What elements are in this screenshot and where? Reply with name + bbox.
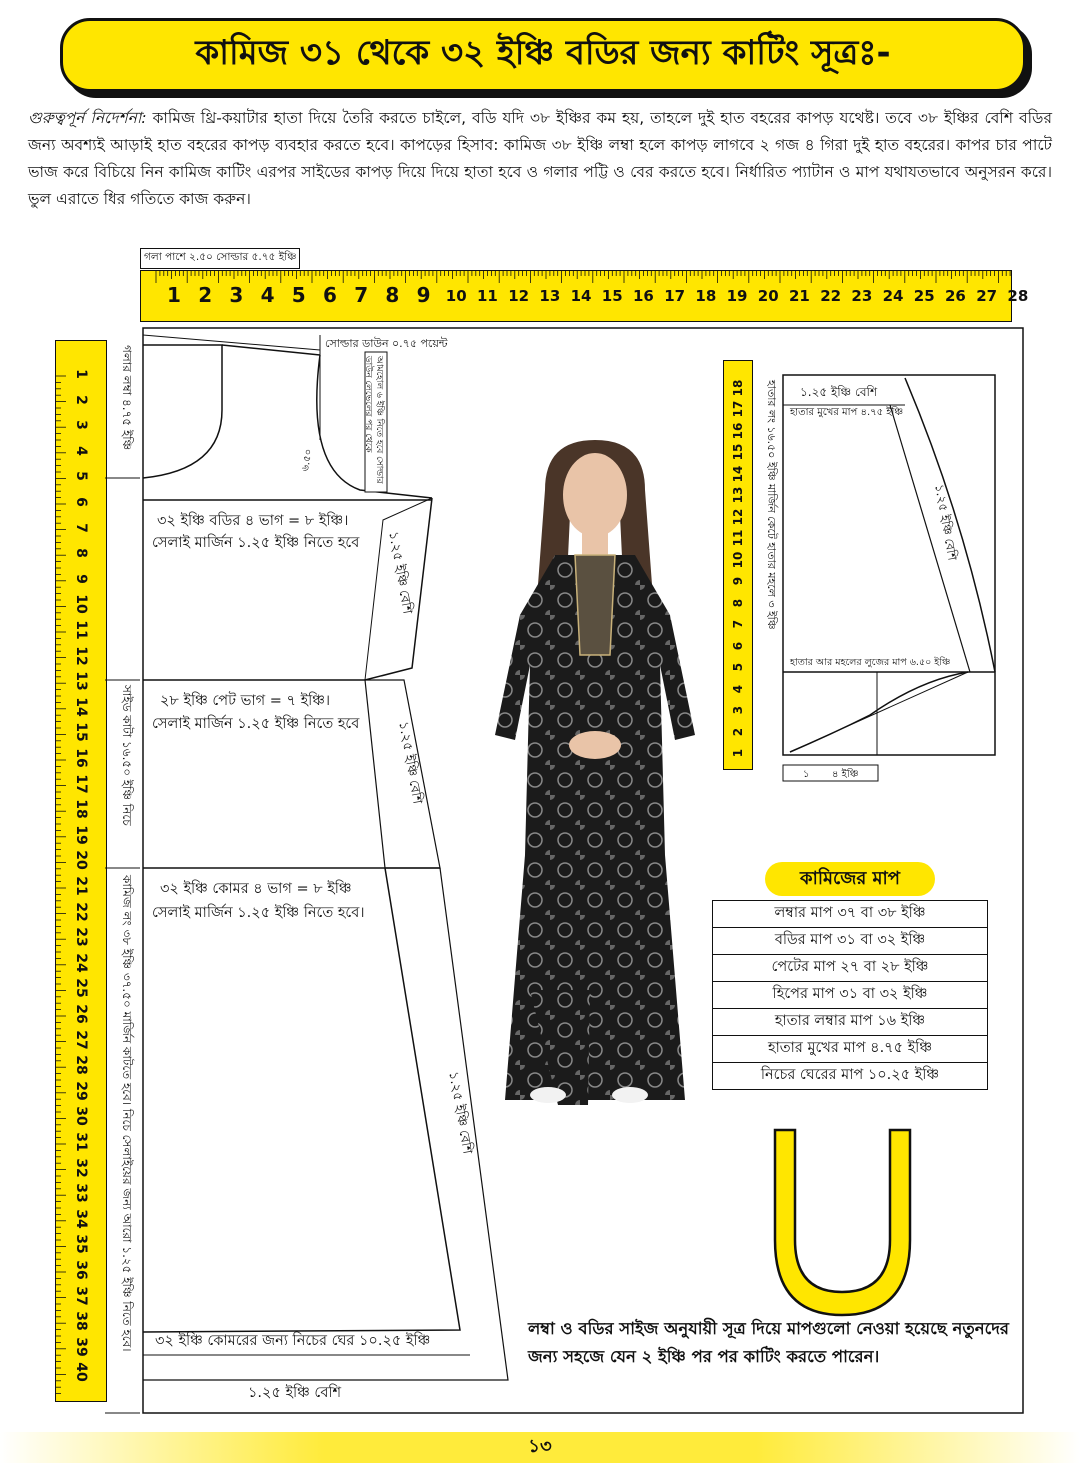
tape-left-number: 35: [73, 1234, 89, 1255]
tape-left-number: 14: [73, 697, 89, 717]
tape-top-number: 9: [416, 283, 431, 307]
tape-left-number: 20: [73, 850, 89, 871]
tape-left-number: 1: [73, 369, 89, 379]
sleeve-mohol-label: হাতার আর মহলের লুজের মাপ ৬.৫০ ইঞ্চি: [790, 657, 951, 668]
waist-side-label: সাইড কাটা ১৬.৫০ ইঞ্চি নিচে: [120, 685, 134, 826]
tape-top-number: 12: [508, 287, 530, 305]
sleeve-cuff-label: হাতার মুখের মাপ ৪.৭৫ ইঞ্চি: [790, 407, 904, 418]
sleeve-bottom-box: [783, 765, 878, 781]
tape-top-number: 25: [913, 287, 935, 305]
measurement-cell: হাতার লম্বার মাপ ১৬ ইঞ্চি: [713, 1009, 988, 1036]
sleeve-tape-number: 11: [731, 529, 745, 547]
tape-left-number: 2: [73, 394, 89, 405]
measurement-row: [713, 982, 988, 1009]
measurement-row: [713, 928, 988, 955]
tape-left-number: 33: [73, 1183, 89, 1203]
measurement-cell: বডির মাপ ৩১ বা ৩২ ইঞ্চি: [713, 928, 988, 955]
sleeve-tape-number: 6: [731, 641, 745, 650]
tape-top-number: 26: [945, 287, 966, 305]
tape-left-number: 12: [73, 645, 89, 666]
sleeve-tape-number: 9: [731, 576, 745, 586]
tape-left-number: 39: [73, 1337, 89, 1357]
tape-top-number: 18: [695, 287, 717, 305]
measurement-row: [713, 1036, 988, 1063]
sleeve-tape-number: 7: [731, 619, 745, 629]
sleeve-tape-number: 14: [731, 465, 745, 482]
tape-left-number: 7: [73, 522, 89, 533]
sleeve-bottom-one: ১: [803, 769, 810, 780]
instructions-lead: গুরুত্বপূর্ন নিদের্শনা:: [28, 109, 147, 127]
tape-left-number: 22: [73, 901, 89, 922]
tape-top-number: 14: [570, 287, 592, 305]
chest-line-2: সেলাই মার্জিন ১.২৫ ইঞ্চি নিতে হবে: [152, 535, 360, 551]
tape-top-number: 3: [229, 283, 244, 307]
tape-left-number: 17: [73, 773, 89, 794]
length-side-label: কামিজ লং ৩৮ ইঞ্চি ৩৭.৫০ মার্জিন কাটতে হবে। নিচে সেলাইয়ের জন্য আরো ১.২৫ ইঞ্চি নিতে হবে।: [120, 875, 134, 1352]
hip-line-2: সেলাই মার্জিন ১.২৫ ইঞ্চি নিতে হবে।: [152, 905, 365, 921]
sleeve-tape-number: 10: [731, 551, 745, 568]
instructions-body: কামিজ থ্রি-কয়াটার হাতা দিয়ে তৈরি করতে চাইলে, বডি যদি ৩৮ ইঞ্চির কম হয়, তাহলে দুই হাত বহরের কাপড় যথেষ্ট। তবে ৩৮ ইঞ্চির বেশি বডির জন্য অবশ্যই আড়াই হাত বহরের কাপড় ব্যবহার করতে হবে। কাপড়ের হিসাব: কামিজ ৩৮ ইঞ্চি লম্বা হলে কাপড় লাগবে ২ গজ ৪ গিরা দুই হাত বহরের। কাপর চার পাটে ভাজ করে বিচিয়ে নিন কামিজ কাটিং এরপর সাইডের কাপড় দিয়ে দিয়ে হাতা হবে ও গলার পট্টি ও বের করতে হবে। নির্ধারিত প্যাটান ও মাপ যথাযতভাবে অনুসরন করে। ভুল এরাতে ধির গতিতে কাজ করুন।: [28, 109, 1052, 208]
sleeve-cap-guide: [790, 672, 968, 752]
sleeve-inner-edge: [890, 405, 970, 672]
tape-top-number: 2: [198, 283, 213, 307]
tape-left-number: 15: [73, 722, 89, 743]
tape-left-number: 4: [73, 445, 89, 456]
bottom-note: লম্বা ও বডির সাইজ অনুযায়ী সূত্র দিয়ে মাপগুলো নেওয়া হয়েছে নতুনদের জন্য সহজে যেন ২ ইঞ্চি পর পর কাটিং করতে পারেন।: [528, 1319, 1009, 1366]
shoulder-line: [222, 345, 320, 355]
tape-top-number: 21: [789, 287, 810, 305]
tape-top-number: 28: [1007, 287, 1029, 305]
page-title: কামিজ ৩১ থেকে ৩২ ইঞ্চি বডির জন্য কাটিং সূত্রঃ-: [195, 32, 891, 73]
sleeve-tape-number: 15: [731, 443, 745, 461]
measurement-cell: হাতার মুখের মাপ ৪.৭৫ ইঞ্চি: [713, 1036, 988, 1063]
shoulder-guide: [143, 335, 320, 350]
tape-left-number: 9: [73, 573, 89, 584]
measurement-cell: পেটের মাপ ২৭ বা ২৮ ইঞ্চি: [713, 955, 988, 982]
model-kameez-photo: [460, 435, 730, 1110]
sleeve-tape-number: 5: [731, 662, 745, 672]
tape-top-number: 22: [820, 287, 842, 305]
tape-left-number: 31: [73, 1132, 89, 1152]
tape-top-number: 5: [291, 283, 306, 307]
tape-left-number: 6: [73, 497, 89, 507]
tape-top-number: 13: [539, 287, 561, 305]
tape-left-number: 27: [73, 1029, 89, 1050]
tape-left-number: 26: [73, 1004, 89, 1024]
bottom-extra-label: ১.২৫ ইঞ্চি বেশি: [248, 1385, 342, 1401]
sleeve-tape-number: 8: [731, 598, 745, 607]
measurement-cell: লম্বার মাপ ৩৭ বা ৩৮ ইঞ্চি: [713, 901, 988, 928]
tape-left-number: 34: [73, 1209, 89, 1229]
measurement-cell: হিপের মাপ ৩১ বা ৩২ ইঞ্চি: [713, 982, 988, 1009]
sleeve-tape-number: 13: [731, 486, 745, 504]
tape-top-number: 10: [445, 287, 467, 305]
tape-left-number: 25: [73, 978, 89, 999]
tape-top-number: 6: [323, 283, 337, 307]
chest-line-1: ৩২ ইঞ্চি বডির ৪ ভাগ = ৮ ইঞ্চি।: [157, 513, 349, 529]
tape-left-number: 32: [73, 1157, 89, 1178]
tape-left-number: 18: [73, 799, 89, 819]
tape-top-number: 7: [354, 283, 369, 307]
tape-left-number: 19: [73, 825, 89, 845]
measurements-title: কামিজের মাপ: [765, 862, 935, 896]
sleeve-extra-side: ১.২৫ ইঞ্চি বেশি: [932, 483, 960, 562]
extra-2-label: ১.২৫ ইঞ্চি বেশি: [395, 720, 425, 806]
tape-left-number: 11: [73, 620, 89, 640]
tape-left-number: 16: [73, 748, 89, 768]
tape-left-number: 24: [73, 953, 89, 973]
tape-left-number: 23: [73, 927, 89, 947]
tape-left-number: 8: [73, 548, 89, 559]
sleeve-tape-number: 3: [731, 705, 745, 715]
neck-band-u-shape: [775, 1130, 910, 1315]
waist-line-1: ২৮ ইঞ্চি পেট ভাগ = ৭ ইঞ্চি।: [160, 693, 331, 709]
sleeve-extra-top: ১.২৫ ইঞ্চি বেশি: [800, 385, 878, 399]
tape-left-number: 37: [73, 1285, 89, 1306]
sleeve-frame: [783, 375, 995, 755]
tape-left-number: 5: [73, 471, 89, 482]
tape-top-number: 15: [601, 287, 623, 305]
tape-left-number: 30: [73, 1106, 89, 1127]
tape-left-number: 28: [73, 1055, 89, 1075]
lower-seam: [143, 868, 460, 1332]
extra-1-label: ১.২৫ ইঞ্চি বেশি: [385, 530, 415, 616]
measurement-row: [713, 1009, 988, 1036]
tape-top-number: 16: [633, 287, 654, 305]
sleeve-tape-number: 18: [731, 379, 745, 396]
armhole-curve-label: ৬.৫০: [299, 448, 315, 473]
sleeve-tape-number: 16: [731, 422, 745, 439]
hip-line-1: ৩২ ইঞ্চি কোমর ৪ ভাগ = ৮ ইঞ্চি: [160, 881, 352, 897]
tape-top-label: গলা পাশে ২.৫০ সোল্ডার ৫.৭৫ ইঞ্চি: [140, 248, 300, 269]
tape-top-number: 27: [976, 287, 998, 305]
sleeve-side-label: হাতার লং ১৬.৫০ ইঞ্চি মার্জিন কেটে হাতার মহলে ৩ ইঞ্চি: [765, 380, 778, 630]
hem-line-label: ৩২ ইঞ্চি কোমরের জন্য নিচের ঘের ১০.২৫ ইঞ্চি: [155, 1333, 431, 1349]
tape-left-number: 3: [73, 420, 89, 431]
extra-3-label: ১.২৫ ইঞ্চি বেশি: [445, 1070, 475, 1156]
tape-top-number: 19: [726, 287, 748, 305]
sleeve-tape-number: 17: [731, 400, 745, 418]
measurements-table: [712, 900, 988, 1090]
neck-depth-label: গলার লম্বা ৪.৭৫ ইঞ্চি: [120, 345, 134, 451]
tape-top-number: 20: [757, 287, 779, 305]
tape-top-number: 4: [260, 283, 275, 307]
tape-left-number: 13: [73, 671, 89, 691]
tape-top-number: 8: [385, 283, 400, 307]
sleeve-bottom-four: ৪ ইঞ্চি: [832, 769, 859, 780]
tape-left-number: 29: [73, 1081, 89, 1101]
sleeve-tape-number: 1: [731, 748, 745, 758]
armhole-note: আমহোল ৬ ইঞ্চি নিতে হবে সোল্ডার ডাউন লেভেলের পর থেকে: [363, 356, 384, 484]
sleeve-tape-number: 4: [731, 684, 745, 693]
tape-top-number: 23: [851, 287, 873, 305]
tape-top-number: 24: [882, 287, 904, 305]
sleeve-tape-number: 12: [731, 508, 745, 525]
tape-left-number: 36: [73, 1260, 89, 1280]
tape-left-number: 40: [73, 1362, 89, 1383]
tape-top-number: 11: [477, 287, 498, 305]
tape-top-number: 1: [167, 283, 181, 307]
measurement-cell: নিচের ঘেরের মাপ ১০.২৫ ইঞ্চি: [713, 1063, 988, 1090]
tape-top-number: 17: [664, 287, 686, 305]
page-number: ১৩: [528, 1436, 552, 1457]
tape-left-number: 38: [73, 1311, 89, 1331]
tape-left-number: 10: [73, 594, 89, 615]
tape-left-number: 21: [73, 876, 89, 896]
neck-curve: [143, 345, 222, 478]
waist-line-2: সেলাই মার্জিন ১.২৫ ইঞ্চি নিতে হবে: [152, 716, 360, 732]
measurement-row: [713, 955, 988, 982]
sleeve-tape-number: 2: [731, 727, 745, 736]
measurement-row: [713, 901, 988, 928]
page-number-bar: [0, 1432, 1080, 1463]
shoulder-down-label: সোল্ডার ডাউন ০.৭৫ পয়েন্ট: [325, 337, 448, 350]
measurement-row: [713, 1063, 988, 1090]
